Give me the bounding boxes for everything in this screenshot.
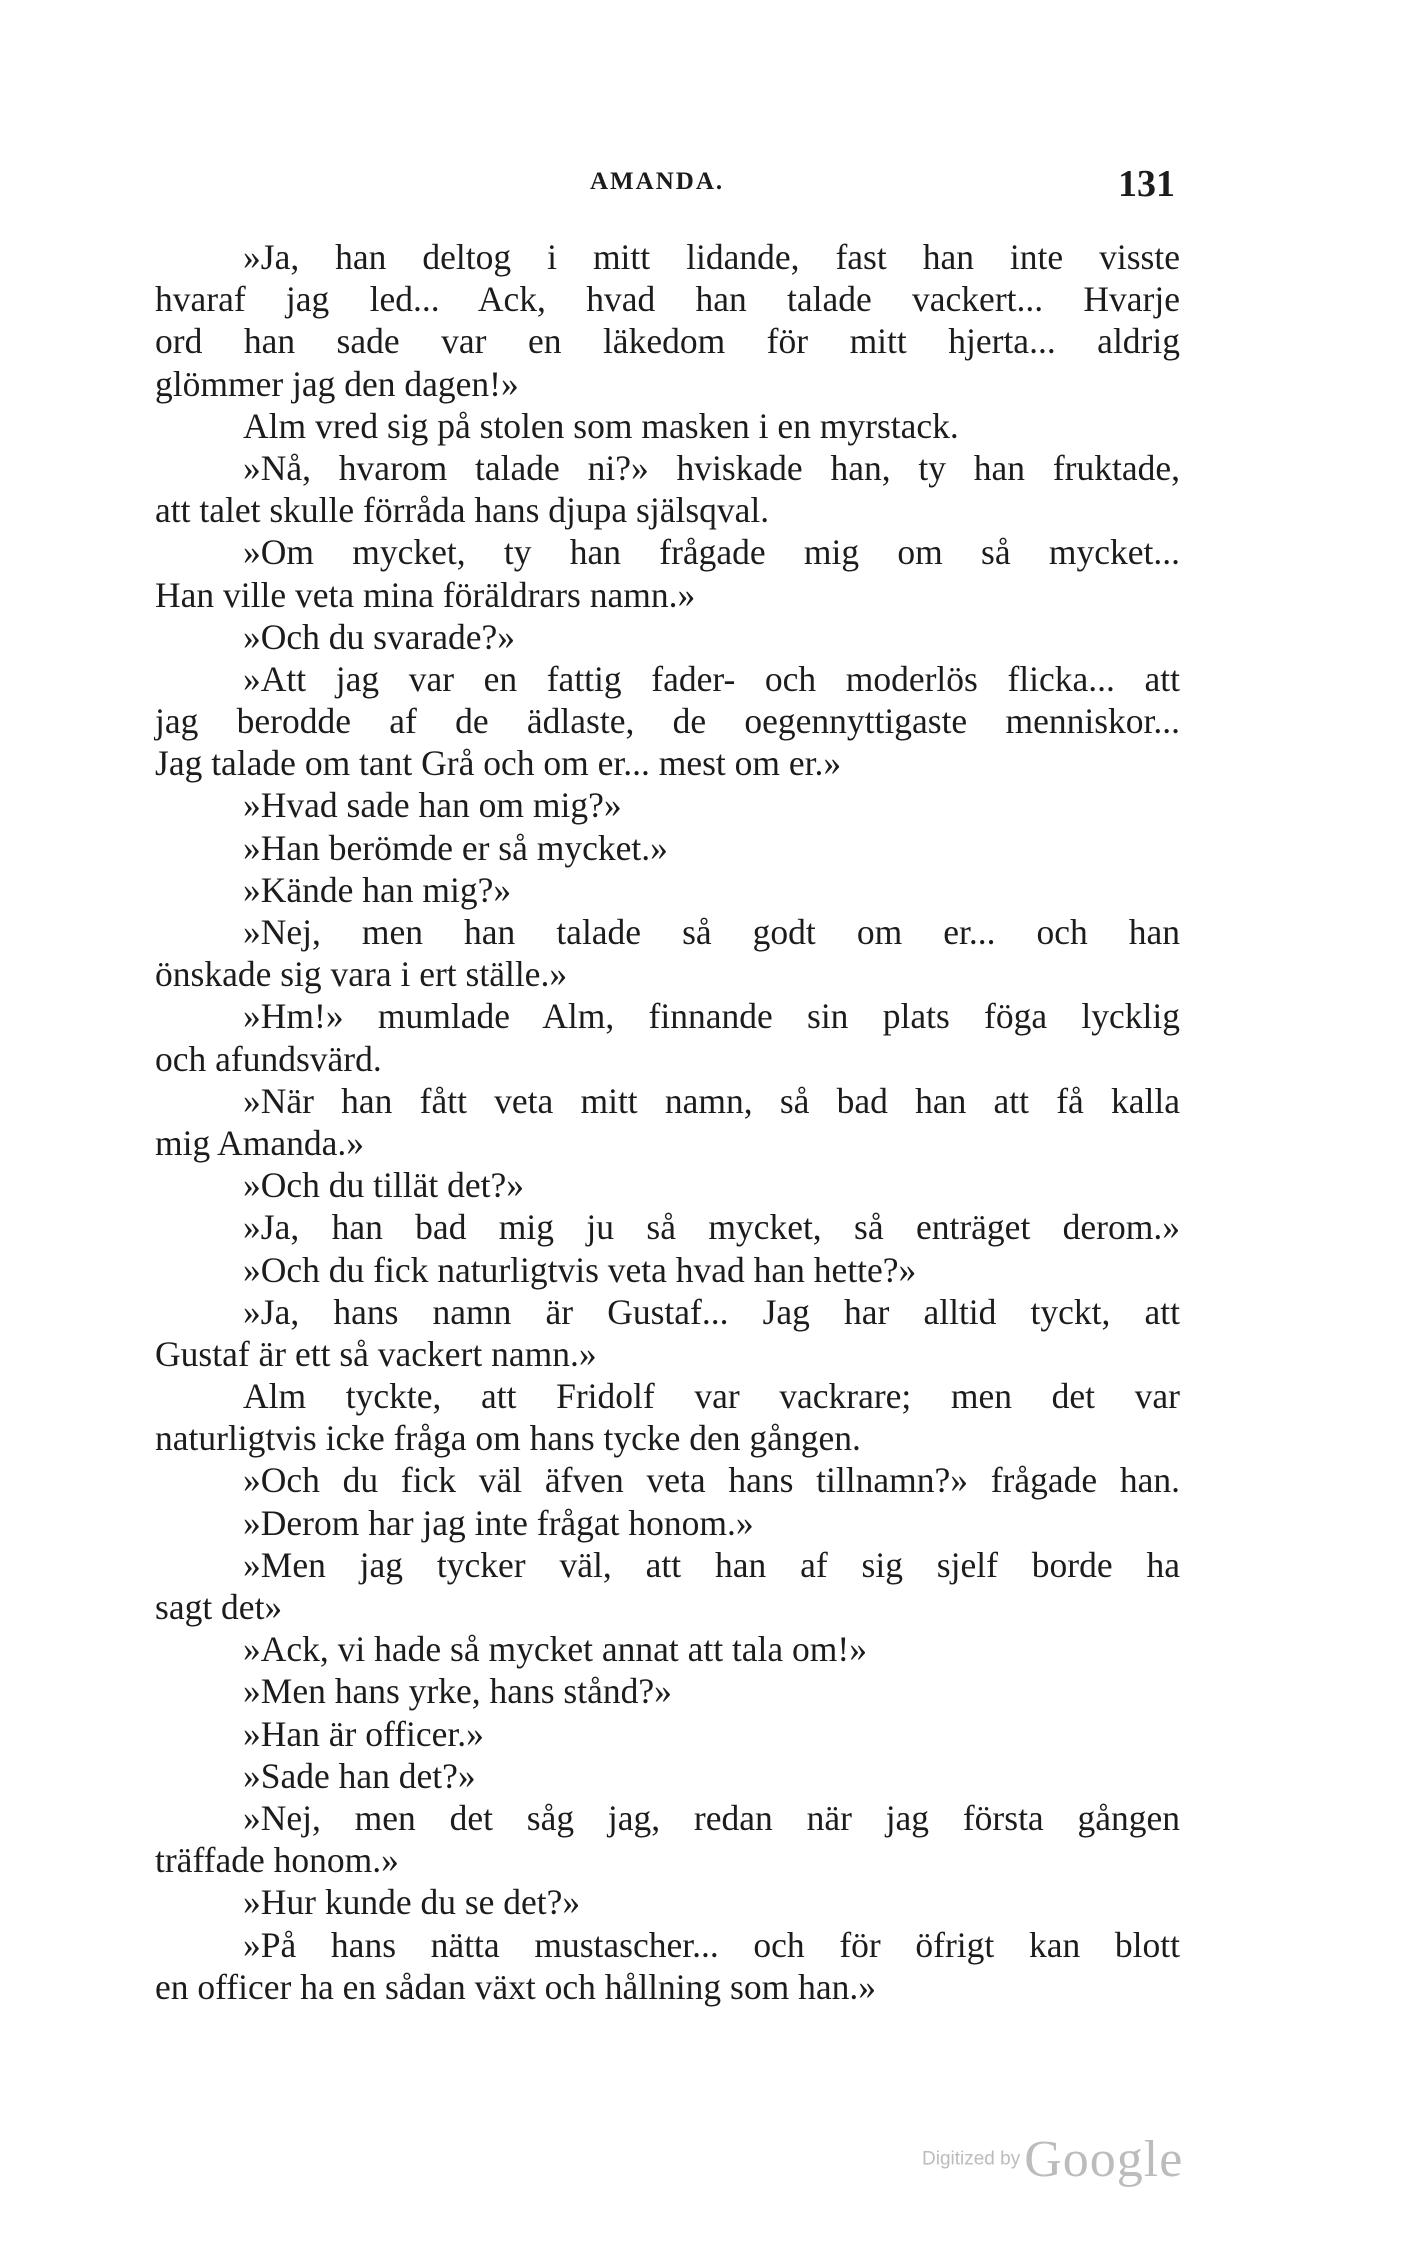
text-line: »Om mycket, ty han frågade mig om så mycket... — [243, 532, 1180, 573]
text-line: »Derom har jag inte frågat honom.» — [243, 1502, 754, 1543]
text-line: Gustaf är ett så vackert namn.» — [155, 1333, 597, 1374]
text-line: »Och du tillät det?» — [243, 1165, 524, 1206]
text-line: »Ack, vi hade så mycket annat att tala om!» — [243, 1629, 867, 1670]
text-line: »Sade han det?» — [243, 1755, 476, 1796]
text-line: träffade honom.» — [155, 1840, 399, 1881]
text-line: jag berodde af de ädlaste, de oegennyttigaste menniskor... — [155, 701, 1180, 742]
text-line: sagt det» — [155, 1587, 283, 1627]
text-line: »Och du fick väl äfven veta hans tillnamn?» frågade han. — [243, 1460, 1180, 1501]
text-line: »Hur kunde du se det?» — [243, 1882, 581, 1923]
text-line: »Och du fick naturligtvis veta hvad han hette?» — [243, 1249, 917, 1290]
text-line: »Kände han mig?» — [243, 869, 512, 910]
body-text — [155, 236, 1180, 2008]
text-line: »Nej, men det såg jag, redan när jag första gången — [243, 1797, 1180, 1838]
digitized-by-label: Digitized by — [922, 2148, 1021, 2170]
text-line: Han ville veta mina föräldrars namn.» — [155, 574, 696, 615]
text-line: »Och du svarade?» — [243, 616, 516, 657]
text-line: »Ja, hans namn är Gustaf... Jag har alltid tyckt, att — [243, 1291, 1180, 1332]
text-line: Alm tyckte, att Fridolf var vackrare; men det var — [243, 1376, 1180, 1417]
text-line: mig Amanda.» — [155, 1122, 365, 1163]
text-line: önskade sig vara i ert ställe.» — [155, 954, 568, 995]
text-line: »Hm!» mumlade Alm, finnande sin plats föga lycklig — [243, 996, 1180, 1037]
text-line: en officer ha en sådan växt och hållning som han.» — [155, 1966, 876, 2007]
text-line: glömmer jag den dagen!» — [155, 363, 519, 404]
text-line: »Men jag tycker väl, att han af sig sjelf borde ha — [243, 1544, 1180, 1585]
running-title: AMANDA. — [590, 168, 725, 195]
text-line: att talet skulle förråda hans djupa själsqval. — [155, 490, 770, 531]
page-number: 131 — [1118, 163, 1175, 205]
text-line: »Ja, han bad mig ju så mycket, så enträget derom.» — [243, 1207, 1180, 1248]
text-line: naturligtvis icke fråga om hans tycke den gången. — [155, 1418, 861, 1459]
text-line: »Han är officer.» — [243, 1713, 484, 1754]
text-line: »På hans nätta mustascher... och för öfrigt kan blott — [243, 1924, 1180, 1965]
text-line: »Nej, men han talade så godt om er... och han — [243, 912, 1180, 952]
text-line: »När han fått veta mitt namn, så bad han att få kalla — [243, 1080, 1180, 1121]
text-line: »Hvad sade han om mig?» — [243, 785, 622, 826]
text-line: ord han sade var en läkedom för mitt hjerta... aldrig — [155, 321, 1180, 362]
digitized-by-google-watermark — [922, 2130, 1183, 2189]
text-line: »Ja, han deltog i mitt lidande, fast han inte visste — [243, 237, 1180, 277]
text-line: »Han berömde er så mycket.» — [243, 827, 668, 868]
text-line: Alm vred sig på stolen som masken i en myrstack. — [243, 405, 959, 446]
google-logo: Google — [1024, 2131, 1184, 2188]
text-line: »Nå, hvarom talade ni?» hviskade han, ty han fruktade, — [243, 447, 1180, 488]
text-line: hvaraf jag led... Ack, hvad han talade vackert... Hvarje — [155, 279, 1180, 320]
text-line: Jag talade om tant Grå och om er... mest om er.» — [155, 743, 842, 784]
text-line: och afundsvärd. — [155, 1038, 382, 1079]
text-line: »Men hans yrke, hans stånd?» — [243, 1671, 672, 1712]
text-line: »Att jag var en fattig fader- och moderlös flicka... att — [243, 658, 1180, 699]
running-header — [0, 163, 1418, 208]
